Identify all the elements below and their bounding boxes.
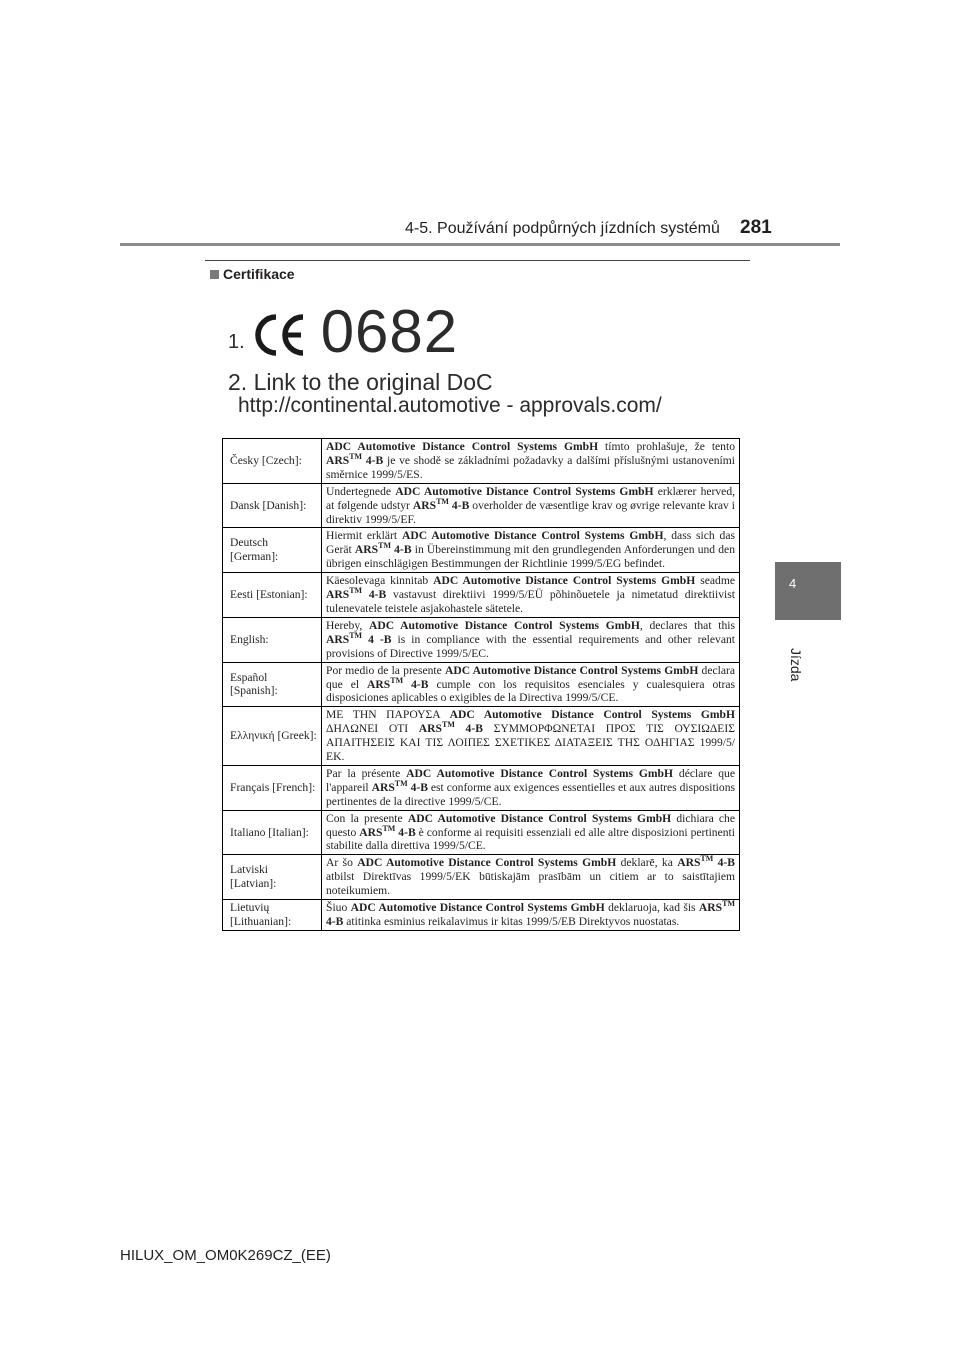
table-row <box>223 617 740 662</box>
text-run: ADC Automotive Distance Control Systems GmbH <box>401 529 664 543</box>
trademark-superscript: TM <box>700 854 714 864</box>
trademark-superscript: TM <box>436 496 449 506</box>
table-row <box>223 707 740 766</box>
header-divider <box>120 243 840 246</box>
table-row <box>223 662 740 707</box>
declaration-text-cell <box>322 900 740 931</box>
declaration-text-cell <box>322 765 740 810</box>
table-row <box>223 439 740 484</box>
text-run: ADC Automotive Distance Control Systems GmbH <box>449 708 736 722</box>
text-run: is in compliance with the essential requirements and other relevant provisions of Directive 1999/5/EC. <box>326 632 736 660</box>
text-run: ARS <box>359 825 383 839</box>
trademark-superscript: TM <box>442 720 455 730</box>
text-run: 4-B <box>403 677 429 691</box>
chapter-tab-number: 4 <box>789 576 797 591</box>
text-run: déclare que l'appareil <box>326 766 735 794</box>
text-run: declara que el <box>326 663 735 691</box>
section-title: 4-5. Používání podpůrných jízdních systémů <box>405 220 720 237</box>
text-run: ΣΥΜΜΟΡΦΩΝΕΤΑΙ ΠΡΟΣ ΤΙΣ ΟΥΣΙΩΔΕΙΣ ΑΠΑΙΤΗΣΕΙΣ ΚΑΙ ΤΙΣ ΛΟΙΠΕΣ ΣΧΕΤΙΚΕΣ ΔΙΑΤΑΞΕΙΣ ΤΗΣ ΟΔΗΓΙΑΣ 1999/5/ΕΚ. <box>326 722 735 764</box>
text-run: ADC Automotive Distance Control Systems GmbH <box>326 440 599 453</box>
text-run: ADC Automotive Distance Control Systems GmbH <box>368 618 640 632</box>
table-row <box>223 765 740 810</box>
declarations-table <box>222 438 740 931</box>
table-row <box>223 810 740 855</box>
text-run: vastavust direktiivi 1999/5/EÜ põhinõuetele ja nimetatud direktiivist tulenevatele teistele asjakohastele sätetele. <box>326 588 735 615</box>
text-run: in Übereinstimmung mit den grundlegenden Anforderungen und den übrigen einschlägigen Bestimmungen der Richtlinie 1999/5/EG befindet. <box>326 543 735 571</box>
section-heading <box>210 266 295 282</box>
text-run: tímto prohlašuje, že tento <box>598 440 736 453</box>
notified-body-number: 0682 <box>320 298 459 365</box>
text-run: , declares that this <box>639 618 735 632</box>
text-run: Undertegnede <box>326 484 396 498</box>
doc-url[interactable] <box>238 394 662 418</box>
text-run: ARS <box>326 632 350 646</box>
text-run: ARS <box>371 780 395 794</box>
text-run: ADC Automotive Distance Control Systems GmbH <box>357 856 617 870</box>
trademark-superscript: TM <box>349 452 363 462</box>
text-run: , dass sich das Gerät <box>326 529 735 557</box>
text-run: è conforme ai requisiti essenziali ed alle altre disposizioni pertinenti stabilite dalla direttiva 1999/5/CE. <box>326 825 735 853</box>
trademark-superscript: TM <box>722 899 736 909</box>
doc-url-part2: approvals.com/ <box>519 394 662 417</box>
section-heading-text: Certifikace <box>223 266 295 282</box>
declaration-text-cell <box>322 483 740 528</box>
text-run: 4-B <box>448 498 470 512</box>
text-run: 4-B <box>362 453 384 467</box>
text-run: ADC Automotive Distance Control Systems GmbH <box>350 901 605 915</box>
text-run: 4-B <box>395 825 416 839</box>
declaration-text-cell <box>322 528 740 573</box>
text-run: 4-B <box>326 915 344 928</box>
language-cell: Eesti [Estonian]: <box>223 573 322 618</box>
text-run: erklærer herved, at følgende udstyr <box>326 484 736 512</box>
text-run: ADC Automotive Distance Control Systems GmbH <box>395 484 654 498</box>
text-run: ARS <box>698 901 723 915</box>
text-run: 4-B <box>362 588 387 602</box>
declaration-text-cell <box>322 617 740 662</box>
table-row <box>223 528 740 573</box>
footer-doc-code: HILUX_OM_OM0K269CZ_(EE) <box>120 1247 331 1264</box>
text-run: deklarē, ka <box>616 856 678 870</box>
text-run: ARS <box>418 722 442 736</box>
chapter-tab <box>775 562 841 620</box>
trademark-superscript: TM <box>378 541 391 551</box>
text-run: 4-B <box>407 780 428 794</box>
language-cell: English: <box>223 617 322 662</box>
text-run: atitinka esminius reikalavimus ir kitas 1999/5/EB Direktyvos nuostatas. <box>343 915 680 928</box>
trademark-superscript: TM <box>382 823 396 833</box>
trademark-superscript: TM <box>390 675 404 685</box>
declaration-text-cell <box>322 707 740 766</box>
text-run: ADC Automotive Distance Control Systems GmbH <box>407 811 672 825</box>
declaration-text-cell <box>322 810 740 855</box>
page-number: 281 <box>740 217 772 238</box>
text-run: ARS <box>412 498 437 512</box>
text-run: ARS <box>326 588 350 602</box>
text-run: ARS <box>354 543 379 557</box>
language-cell: Česky [Czech]: <box>223 439 322 484</box>
language-cell: Deutsch [German]: <box>223 528 322 573</box>
trademark-superscript: TM <box>394 778 408 788</box>
language-cell: Lietuvių [Lithuanian]: <box>223 900 322 931</box>
language-cell: Ελληνική [Greek]: <box>223 707 322 766</box>
text-run: 4 -B <box>362 632 392 646</box>
text-run: je ve shodě se základními požadavky a dalšími příslušnými ustanoveními směrnice 1999/5/ES. <box>326 453 736 481</box>
text-run: deklaruoja, kad šis <box>604 901 699 915</box>
doc-link-heading: 2. Link to the original DoC <box>228 369 493 395</box>
text-run: ARS <box>367 677 391 691</box>
text-run: Käesolevaga kinnitab <box>326 574 434 588</box>
doc-url-part1: http://continental.automotive - <box>238 394 520 417</box>
text-run: Hereby, <box>326 618 369 632</box>
text-run: Šiuo <box>326 901 351 915</box>
item-1-prefix: 1. <box>228 331 245 353</box>
language-cell: Latviski [Latvian]: <box>223 855 322 900</box>
text-run: dichiara che questo <box>326 811 735 839</box>
section-divider <box>205 260 750 261</box>
certificate-number-line <box>228 298 459 365</box>
text-run: 4-B <box>454 722 483 736</box>
language-cell: Italiano [Italian]: <box>223 810 322 855</box>
text-run: Por medio de la presente <box>326 663 445 677</box>
text-run: cumple con los requisitos esenciales y cualesquiera otras disposiciones aplicables o exigibles de la Directiva 1999/5/CE. <box>326 677 735 705</box>
text-run: overholder de væsentlige krav og øvrige relevante krav i direktiv 1999/5/EF. <box>326 498 736 526</box>
chapter-tab-label: Jízda <box>788 648 804 682</box>
declaration-text-cell <box>322 855 740 900</box>
text-run: ARS <box>677 856 701 870</box>
text-run: ADC Automotive Distance Control Systems GmbH <box>444 663 699 677</box>
language-cell: Dansk [Danish]: <box>223 483 322 528</box>
declaration-text-cell <box>322 573 740 618</box>
table-row <box>223 900 740 931</box>
square-bullet-icon <box>210 270 219 279</box>
text-run: Par la présente <box>326 766 407 780</box>
table-row <box>223 483 740 528</box>
text-run: 4-B <box>391 543 412 557</box>
text-run: ΔΗΛΩΝΕΙ ΟΤΙ <box>326 722 419 736</box>
language-cell: Français [French]: <box>223 765 322 810</box>
text-run: atbilst Direktīvas 1999/5/EK būtiskajām prasībām un citiem ar to saistītajiem noteikumiem. <box>326 870 735 898</box>
language-cell: Español [Spanish]: <box>223 662 322 707</box>
text-run: Con la presente <box>326 811 408 825</box>
text-run: Hiermit erklärt <box>326 529 402 543</box>
text-run: ADC Automotive Distance Control Systems GmbH <box>433 574 696 588</box>
trademark-superscript: TM <box>349 586 363 596</box>
text-run: ADC Automotive Distance Control Systems GmbH <box>406 766 674 780</box>
text-run: Ar šo <box>326 856 358 870</box>
trademark-superscript: TM <box>349 630 363 640</box>
ce-mark-icon <box>251 312 309 358</box>
text-run: est conforme aux exigences essentielles et aux autres dispositions pertinentes de la directive 1999/5/CE. <box>326 780 736 808</box>
text-run: ARS <box>326 453 350 467</box>
text-run: seadme <box>695 574 735 588</box>
declaration-text-cell <box>322 439 740 484</box>
text-run: ΜΕ ΤΗΝ ΠΑΡΟΥΣΑ <box>326 708 450 722</box>
text-run: 4-B <box>713 856 736 870</box>
declaration-text-cell <box>322 662 740 707</box>
table-row <box>223 573 740 618</box>
table-row <box>223 855 740 900</box>
